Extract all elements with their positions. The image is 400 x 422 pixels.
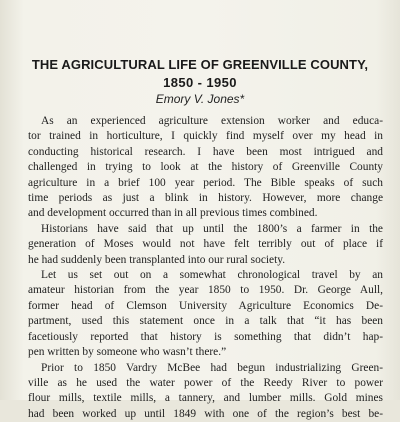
title-line-2: 1850 - 1950 [163,75,237,90]
body-line: agriculture in a brief 100 year period. The Bible speaks of such [28,176,383,189]
body-line: flour mills, textile mills, a tannery, and lumber mills. Gold mines [28,392,383,405]
article-author: Emory V. Jones* [155,92,245,106]
body-line: had been worked up until 1849 with one of the region’s best be- [28,407,383,420]
article-body [28,114,383,422]
body-line: amateur historian from the year 1850 to 1950. Dr. George Aull, [28,284,383,297]
body-line: tor trained in horticulture, I quickly find myself over my head in [28,130,383,143]
body-line: pen written by someone who wasn’t there.” [28,346,227,359]
body-line: As an experienced agriculture extension worker and educa- [41,115,383,127]
body-line: generation of Moses would not have felt terribly out of place if [28,238,383,251]
body-line: ville as he used the water power of the Reedy River to power [28,376,383,389]
body-line: partment, used this statement once in a talk that “it has been [28,315,383,328]
body-line: he had suddenly been transplanted into our rural society. [28,253,286,266]
body-line: challenged in trying to look at the history of Greenville County [28,161,383,174]
body-line: and development occurred than in all previous times combined. [28,207,318,220]
body-line: Prior to 1850 Vardry McBee had begun industrializing Green- [41,361,383,374]
article-title [20,56,380,92]
title-line-1: THE AGRICULTURAL LIFE OF GREENVILLE COUNTY, [31,57,369,72]
body-line: facetiously reported that history is something that didn’t hap- [28,330,383,343]
body-line: time periods as just a blink in history. However, more change [28,192,383,205]
body-line: Historians have said that up until the 1800’s a farmer in the [41,222,383,235]
body-line: conducting historical research. I have been most intrigued and [28,145,383,158]
body-line: former head of Clemson University Agriculture Economics De- [28,299,383,312]
body-line: Let us set out on a somewhat chronological travel by an [41,269,383,282]
